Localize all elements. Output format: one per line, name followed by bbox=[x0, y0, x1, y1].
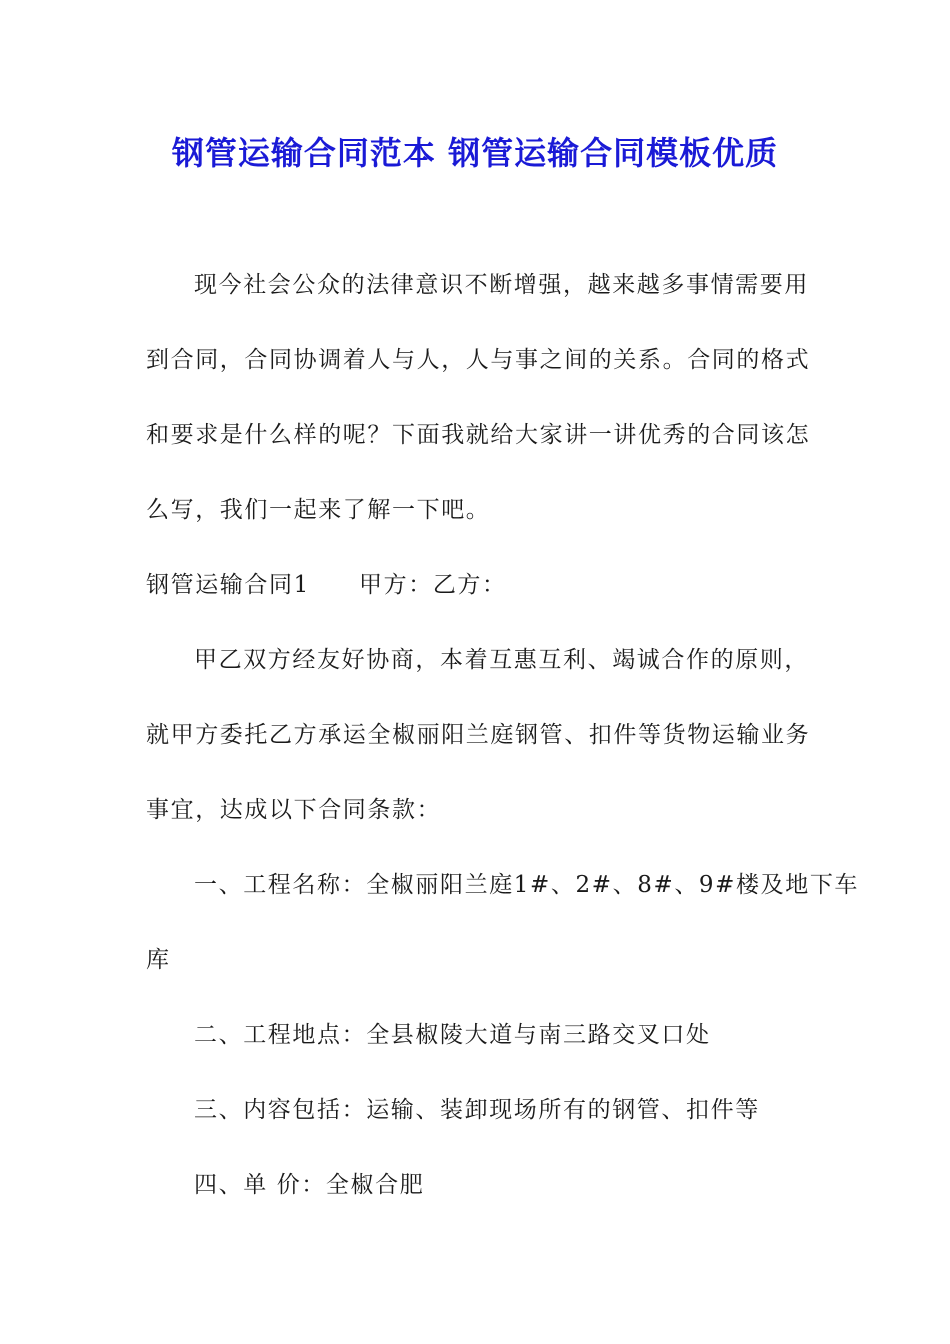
clause-4: 四、单 价：全椒合肥 bbox=[194, 1172, 425, 1198]
intro-line-4: 么写，我们一起来了解一下吧。 bbox=[146, 497, 491, 523]
preamble-line-2: 就甲方委托乙方承运全椒丽阳兰庭钢管、扣件等货物运输业务 bbox=[146, 722, 811, 748]
clause-3: 三、内容包括：运输、装卸现场所有的钢管、扣件等 bbox=[194, 1097, 760, 1123]
preamble-line-1: 甲乙双方经友好协商，本着互惠互利、竭诚合作的原则， bbox=[194, 647, 809, 673]
intro-line-1: 现今社会公众的法律意识不断增强，越来越多事情需要用 bbox=[194, 272, 809, 298]
document-title: 钢管运输合同范本 钢管运输合同模板优质 bbox=[171, 134, 779, 172]
intro-line-2: 到合同，合同协调着人与人，人与事之间的关系。合同的格式 bbox=[146, 347, 811, 373]
clause-1-line-1: 一、工程名称：全椒丽阳兰庭1#、2#、8#、9#楼及地下车 bbox=[194, 872, 860, 898]
preamble-line-3: 事宜，达成以下合同条款： bbox=[146, 797, 442, 823]
contract-heading: 钢管运输合同1 甲方：乙方： bbox=[146, 572, 507, 598]
clause-2: 二、工程地点：全县椒陵大道与南三路交叉口处 bbox=[194, 1022, 711, 1048]
intro-line-3: 和要求是什么样的呢？下面我就给大家讲一讲优秀的合同该怎 bbox=[146, 422, 811, 448]
clause-1-line-2: 库 bbox=[146, 947, 171, 973]
